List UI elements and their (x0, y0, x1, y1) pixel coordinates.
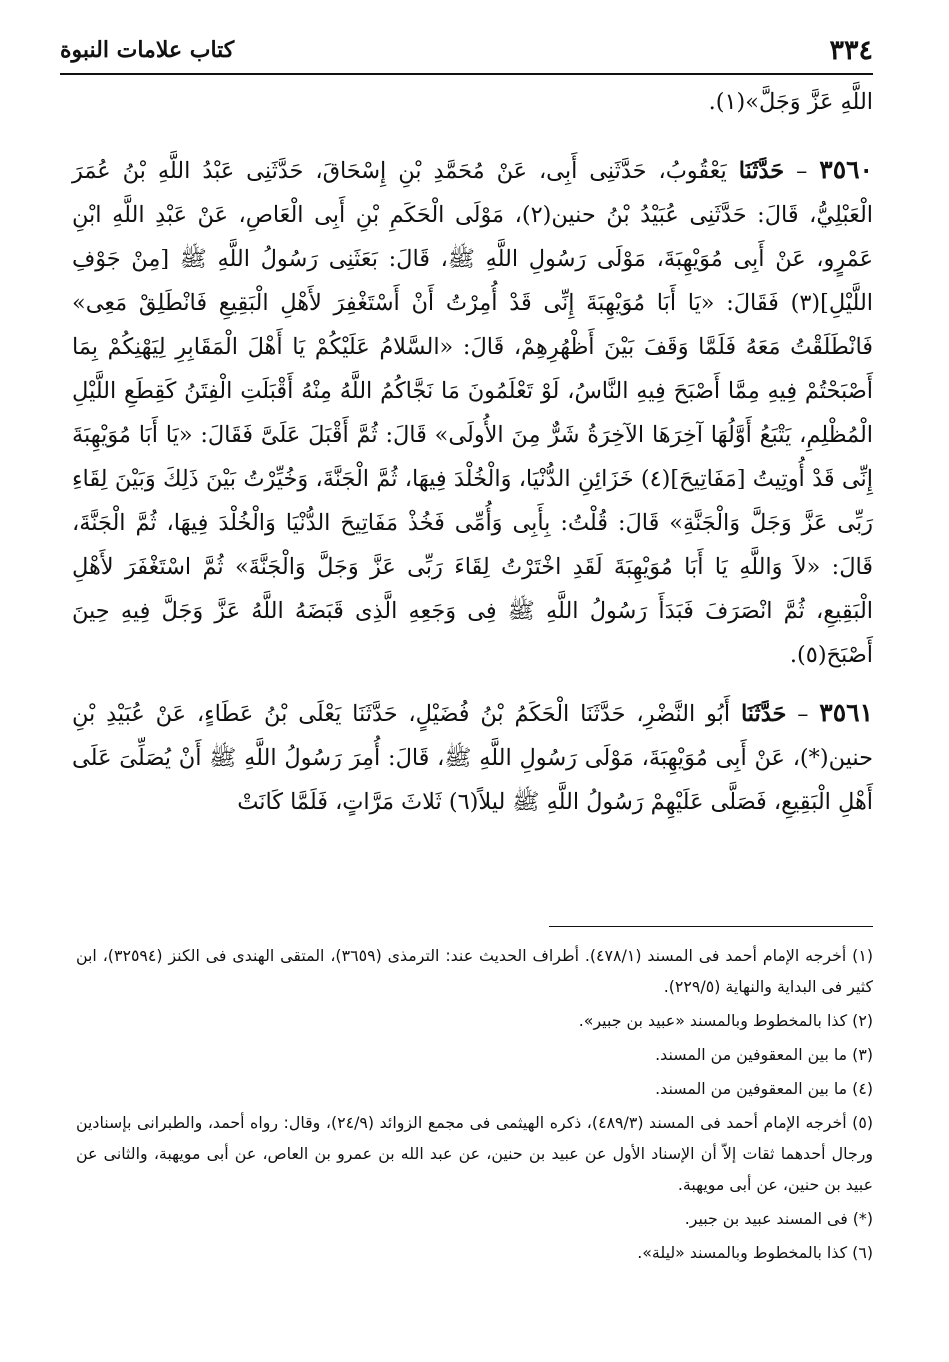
book-title: كتاب علامات النبوة (60, 37, 235, 63)
footnote-3: (٣) ما بين المعقوفين من المسند. (655, 1045, 873, 1064)
page-header (60, 28, 873, 72)
main-text (72, 80, 873, 838)
intro-line: اللَّهِ عَزَّ وَجَلَّ»(١). (708, 89, 873, 115)
page-number: ٣٣٤ (829, 34, 873, 66)
footnote-separator (549, 926, 873, 927)
hadith-number: ٣٥٦٠ (819, 155, 873, 184)
hadith-number: ٣٥٦١ (819, 698, 873, 727)
header-rule (60, 73, 873, 75)
dash: – (784, 158, 808, 184)
footnote-star: (*) فى المسند عبيد بن جبير. (684, 1209, 873, 1228)
footnote-4: (٤) ما بين المعقوفين من المسند. (655, 1079, 873, 1098)
hadith-3560 (72, 148, 873, 677)
footnote-5: (٥) أخرجه الإمام أحمد فى المسند (٤٨٩/٣)، ذكره الهيثمى فى مجمع الزوائد (٢٤/٩)، وقال: رواه أحمد، والطبرانى بإسنادين ورجال أحدهما ثقات إلاّ أن الإسناد الأول عن عبيد بن حنين، عن عبد الله بن عمرو بن العاص، عن أبى مويهبة، والثانى عن عبيد بن حنين، عن أبى مويهبة. (76, 1113, 874, 1194)
dash: – (786, 701, 809, 727)
footnote-2: (٢) كذا بالمخطوط وبالمسند «عبيد بن جبير». (578, 1011, 873, 1030)
hadith-text: يَعْقُوبُ، حَدَّثَنِى أَبِى، عَنْ مُحَمَّدِ بْنِ إِسْحَاقَ، حَدَّثَنِى عَبْدُ اللَّهِ بْنُ عُمَرَ الْعَبْلِيُّ، قَالَ: حَدَّثَنِى عُبَيْدُ بْنُ حنين(٢)، مَوْلَى الْحَكَمِ بْنِ أَبِى الْعَاصِ، عَنْ عَبْدِ اللَّهِ ابْنِ عَمْرٍو، عَنْ أَبِى مُوَيْهِبَةَ، مَوْلَى رَسُولِ اللَّهِ ﷺ، قَالَ: بَعَثَنِى رَسُولُ اللَّهِ ﷺ [مِنْ جَوْفِ اللَّيْلِ](٣) فَقَالَ: «يَا أَبَا مُوَيْهِبَةَ إِنِّى قَدْ أُمِرْتُ أَنْ أَسْتَغْفِرَ لأَهْلِ الْبَقِيعِ فَانْطَلِقْ مَعِى» فَانْطَلَقْتُ مَعَهُ فَلَمَّا وَقَفَ بَيْنَ أَظْهُرِهِمْ، قَالَ: «السَّلامُ عَلَيْكُمْ يَا أَهْلَ الْمَقَابِرِ لِيَهْنِكُمْ بِمَا أَصْبَحْتُمْ فِيهِ مِمَّا أَصْبَحَ فِيهِ النَّاسُ، لَوْ تَعْلَمُونَ مَا نَجَّاكُمُ اللَّهُ مِنْهُ أَقْبَلَتِ الْفِتَنُ كَقِطَعِ اللَّيْلِ الْمُظْلِمِ، يَتْبَعُ أَوَّلُهَا آخِرَهَا الآخِرَةُ شَرٌّ مِنَ الأُولَى» قَالَ: ثُمَّ أَقْبَلَ عَلَىَّ فَقَالَ: «يَا أَبَا مُوَيْهِبَةَ إِنِّى قَدْ أُوتِيتُ [مَفَاتِيحَ](٤) خَزَائِنِ الدُّنْيَا، وَالْخُلْدَ فِيهَا، ثُمَّ الْجَنَّةَ، وَخُيِّرْتُ بَيْنَ ذَلِكَ وَبَيْنَ لِقَاءِ رَبِّى عَزَّ وَجَلَّ وَالْجَنَّةِ» قَالَ: قُلْتُ: بِأَبِى وَأُمِّى فَخُذْ مَفَاتِيحَ الدُّنْيَا وَالْخُلْدَ فِيهَا، ثُمَّ الْجَنَّةَ، قَالَ: «لاَ وَاللَّهِ يَا أَبَا مُوَيْهِبَةَ لَقَدِ اخْتَرْتُ لِقَاءَ رَبِّى عَزَّ وَجَلَّ وَالْجَنَّةَ» ثُمَّ اسْتَغْفَرَ لأَهْلِ الْبَقِيعِ، ثُمَّ انْصَرَفَ فَبَدَأَ رَسُولُ اللَّهِ ﷺ فِى وَجَعِهِ الَّذِى قَبَضَهُ اللَّهُ عَزَّ وَجَلَّ فِيهِ حِينَ أَصْبَحَ(٥). (72, 158, 874, 668)
footnote-6: (٦) كذا بالمخطوط وبالمسند «ليلة». (637, 1243, 873, 1262)
footnotes (76, 940, 873, 1271)
footnote-1: (١) أخرجه الإمام أحمد فى المسند (٤٧٨/١). أطراف الحديث عند: الترمذى (٣٦٥٩)، المتقى الهندى فى الكنز (٣٢٥٩٤)، ابن كثير فى البداية والنهاية (٢٢٩/٥). (76, 946, 874, 996)
hadith-3561 (72, 691, 873, 824)
hadith-opener: حَدَّثَنَا (740, 701, 787, 727)
hadith-opener: حَدَّثَنَا (738, 158, 785, 184)
hadith-text: أَبُو النَّضْرِ، حَدَّثَنَا الْحَكَمُ بْنُ فُضَيْلٍ، حَدَّثَنَا يَعْلَى بْنُ عَطَاءٍ، عَنْ عُبَيْدِ بْنِ حنين(*)، عَنْ أَبِى مُوَيْهِبَةَ، مَوْلَى رَسُولِ اللَّهِ ﷺ، قَالَ: أُمِرَ رَسُولُ اللَّهِ ﷺ أَنْ يُصَلِّىَ عَلَى أَهْلِ الْبَقِيعِ، فَصَلَّى عَلَيْهِمْ رَسُولُ اللَّهِ ﷺ ليلاً(٦) ثَلاثَ مَرَّاتٍ، فَلَمَّا كَانَتْ (72, 701, 873, 815)
